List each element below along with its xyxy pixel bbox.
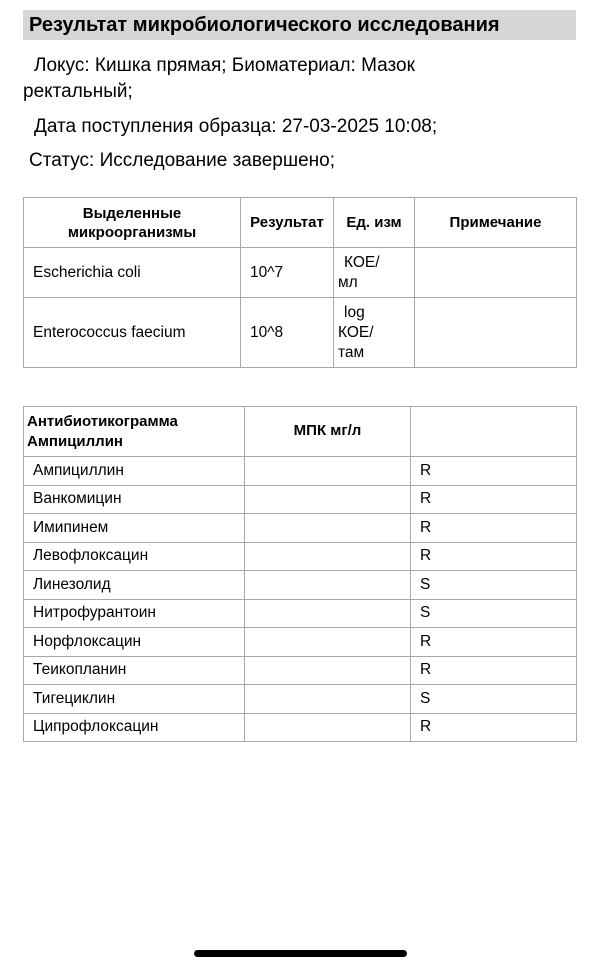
header-organism-line2: микроорганизмы (67, 223, 197, 241)
header-unit: Ед. изм (334, 198, 415, 248)
antibiotic-mic (245, 685, 411, 714)
antibiotic-mic (245, 599, 411, 628)
table-row (24, 685, 577, 714)
antibiotic-name: Теикопланин (24, 656, 245, 685)
report-title: Результат микробиологического исследования (23, 10, 576, 40)
table-row (24, 599, 577, 628)
table-row (24, 628, 577, 657)
organism-unit (334, 298, 415, 368)
header-mic: МПК мг/л (245, 407, 411, 457)
header-antibiotic-line2: Ампициллин (27, 432, 123, 450)
table-row (24, 542, 577, 571)
antibiotic-mic (245, 571, 411, 600)
antibiotic-sir: R (411, 457, 577, 486)
organism-result: 10^8 (241, 298, 334, 368)
antibiotic-sir: R (411, 514, 577, 543)
table-row (24, 514, 577, 543)
antibiotic-name: Линезолид (24, 571, 245, 600)
organisms-header-row (24, 198, 577, 248)
antibiotic-name: Ципрофлоксацин (24, 713, 245, 742)
header-result: Результат (241, 198, 334, 248)
antibiotic-sir: S (411, 571, 577, 600)
unit-line2: мл (338, 273, 358, 291)
antibiotic-name: Ампициллин (24, 457, 245, 486)
antibiotic-mic (245, 656, 411, 685)
antibiotic-sir: R (411, 713, 577, 742)
antibiotic-name: Норфлоксацин (24, 628, 245, 657)
locus-line: Локус: Кишка прямая; Биоматериал: Мазок (34, 55, 415, 76)
organism-unit (334, 248, 415, 298)
study-status: Статус: Исследование завершено; (29, 150, 336, 171)
antibiotic-sir: R (411, 656, 577, 685)
antibiotic-name: Ванкомицин (24, 485, 245, 514)
table-row (24, 656, 577, 685)
table-row (24, 713, 577, 742)
organism-result: 10^7 (241, 248, 334, 298)
antibiotic-table (23, 406, 577, 742)
header-antibiotic-line1: Антибиотикограмма (27, 412, 178, 430)
sample-date: Дата поступления образца: 27-03-2025 10:08; (34, 116, 438, 137)
unit-line3: там (338, 343, 365, 361)
antibiotic-header-row (24, 407, 577, 457)
organism-name: Escherichia coli (24, 248, 241, 298)
antibiotic-name: Имипинем (24, 514, 245, 543)
antibiotic-mic (245, 542, 411, 571)
header-organism (24, 198, 241, 248)
antibiotic-name: Нитрофурантоин (24, 599, 245, 628)
antibiotic-sir: S (411, 685, 577, 714)
organism-note (415, 248, 577, 298)
antibiotic-mic (245, 485, 411, 514)
home-indicator[interactable] (194, 950, 407, 957)
antibiotic-name: Тигециклин (24, 685, 245, 714)
unit-line2: КОЕ/ (338, 323, 374, 341)
table-row (24, 248, 577, 298)
table-row (24, 298, 577, 368)
antibiotic-mic (245, 457, 411, 486)
header-organism-line1: Выделенные (82, 204, 182, 222)
antibiotic-sir: S (411, 599, 577, 628)
table-row (24, 457, 577, 486)
organisms-table (23, 197, 577, 368)
unit-line1: log (344, 303, 365, 321)
header-note: Примечание (415, 198, 577, 248)
header-sir (411, 407, 577, 457)
organism-note (415, 298, 577, 368)
table-row (24, 571, 577, 600)
antibiotic-name: Левофлоксацин (24, 542, 245, 571)
locus-line-continued: ректальный; (23, 81, 133, 102)
organism-name: Enterococcus faecium (24, 298, 241, 368)
header-antibiotic (24, 407, 245, 457)
antibiotic-mic (245, 713, 411, 742)
antibiotic-sir: R (411, 628, 577, 657)
unit-line1: КОЕ/ (344, 253, 380, 271)
antibiotic-sir: R (411, 485, 577, 514)
table-row (24, 485, 577, 514)
antibiotic-mic (245, 628, 411, 657)
antibiotic-sir: R (411, 542, 577, 571)
antibiotic-mic (245, 514, 411, 543)
